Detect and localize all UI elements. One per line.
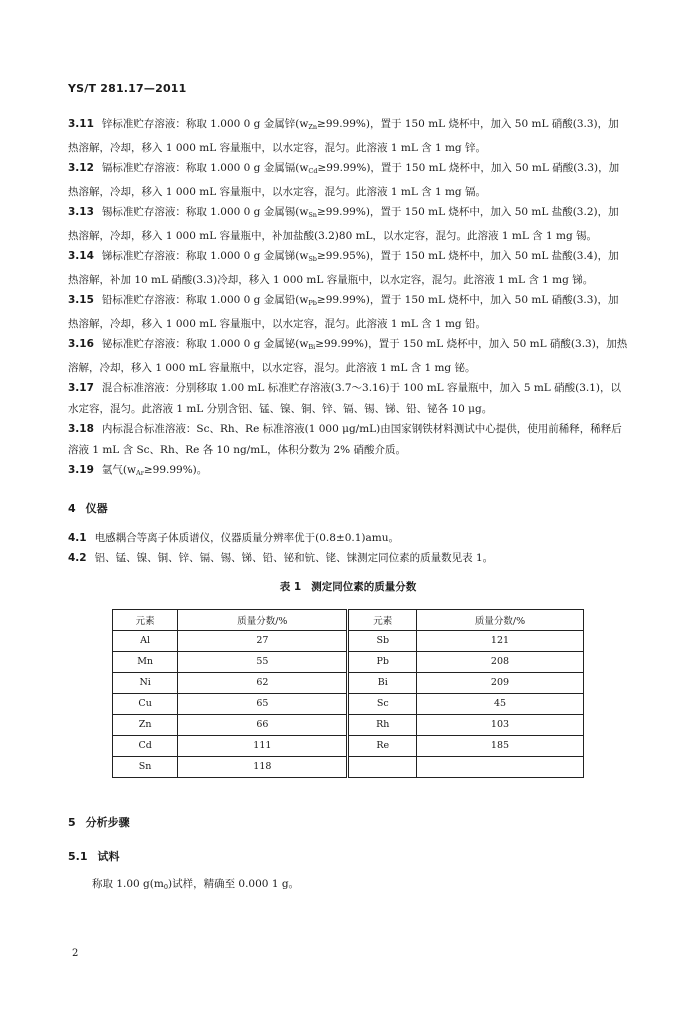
mass-cell: 103 bbox=[416, 714, 583, 735]
clause-text: 铅标准贮存溶液：称取 1.000 0 g 金属铅$(w_{Pb}\ge 99.99\%)$，置于 150 mL 烧杯中，加入 50 mL 硝酸(3.3)，加热溶解，冷却，移入 1 000 mL 容量瓶中，以水定容，混匀。此溶液 1 mL 含 1 mg 铅。 bbox=[68, 294, 619, 330]
table-row bbox=[113, 735, 584, 756]
element-cell: Mn bbox=[113, 651, 178, 672]
standard-code: YS/T 281.17—2011 bbox=[68, 82, 187, 95]
mass-cell: 45 bbox=[416, 693, 583, 714]
table-header-row bbox=[113, 609, 584, 630]
element-cell: Cd bbox=[113, 735, 178, 756]
section-4-title: 仪器 bbox=[85, 501, 108, 515]
element-cell: Bi bbox=[348, 672, 417, 693]
table-1-number: 表 1 bbox=[279, 580, 302, 593]
section-5-1-number: 5.1 bbox=[68, 849, 88, 863]
sample-weighing-text: 称取 1.00 $g(m_0)$试样，精确至 0.000 1 g。 bbox=[92, 877, 300, 891]
table-row bbox=[113, 756, 584, 777]
table-row bbox=[113, 672, 584, 693]
clause-number: 3.15 bbox=[68, 294, 94, 306]
clause-text: 铝、锰、镍、铜、锌、镉、锡、锑、铅、铋和钪、铑、铼测定同位素的质量数见表 1。 bbox=[94, 552, 494, 564]
clause-3-18 bbox=[68, 419, 628, 460]
mass-cell: 209 bbox=[416, 672, 583, 693]
mass-cell: 208 bbox=[416, 651, 583, 672]
mass-cell: 185 bbox=[416, 735, 583, 756]
clause-number: 3.18 bbox=[68, 423, 94, 435]
clause-number: 3.16 bbox=[68, 338, 94, 350]
clause-text: 锌标准贮存溶液：称取 1.000 0 g 金属锌$(w_{Zn}\ge 99.99\%)$，置于 150 mL 烧杯中，加入 50 mL 硝酸(3.3)，加热溶解，冷却，移入 1 000 mL 容量瓶中，以水定容，混匀。此溶液 1 mL 含 1 mg 锌。 bbox=[68, 118, 619, 154]
element-cell: Al bbox=[113, 630, 178, 651]
section-4-number: 4 bbox=[68, 501, 76, 515]
section-3-items bbox=[68, 114, 628, 484]
mass-cell: 66 bbox=[178, 714, 348, 735]
section-5-heading bbox=[68, 814, 628, 830]
header-element-right: 元素 bbox=[348, 609, 417, 630]
section-5-1-heading bbox=[68, 848, 628, 864]
section-5-1-title: 试料 bbox=[97, 849, 120, 863]
isotope-mass-table bbox=[112, 609, 584, 778]
clause-text: 铋标准贮存溶液：称取 1.000 0 g 金属铋$(w_{Bi}\ge 99.99\%)$，置于 150 mL 烧杯中，加入 50 mL 硝酸(3.3)，加热溶解，冷却，移入 1 000 mL 容量瓶中，以水定容，混匀。此溶液 1 mL 含 1 mg 铋。 bbox=[68, 338, 628, 374]
clause-3-11 bbox=[68, 114, 628, 158]
clause-3-15 bbox=[68, 290, 628, 334]
clause-number: 3.12 bbox=[68, 162, 94, 174]
header-mass-right: 质量分数/% bbox=[416, 609, 583, 630]
clause-number: 3.13 bbox=[68, 206, 94, 218]
clause-3-12 bbox=[68, 158, 628, 202]
clause-text: 电感耦合等离子体质谱仪，仪器质量分辨率优于(0.8±0.1)amu。 bbox=[94, 531, 399, 544]
clause-text: 混合标准溶液：分别移取 1.00 mL 标准贮存溶液(3.7～3.16)于 100 mL 容量瓶中，加入 5 mL 硝酸(3.1)，以水定容，混匀。此溶液 1 mL 分别含铝、锰、镍、铜、锌、镉、锡、锑、铅、铋各 10 μg。 bbox=[68, 382, 622, 415]
element-cell: Ni bbox=[113, 672, 178, 693]
mass-cell: 62 bbox=[178, 672, 348, 693]
clause-text: 锑标准贮存溶液：称取 1.000 0 g 金属锑$(w_{Sb}\ge 99.95\%)$，置于 150 mL 烧杯中，加入 50 mL 盐酸(3.4)，加热溶解，补加 10 mL 硝酸(3.3)冷却，移入 1 000 mL 容量瓶中，以水定容，混匀。此溶液 1 mL 含 1 mg 锑。 bbox=[68, 250, 619, 286]
element-cell: Cu bbox=[113, 693, 178, 714]
mass-cell: 118 bbox=[178, 756, 348, 777]
mass-cell bbox=[416, 756, 583, 777]
element-cell: Pb bbox=[348, 651, 417, 672]
page-number: 2 bbox=[72, 948, 79, 959]
section-4-heading bbox=[68, 500, 628, 516]
clause-number: 3.14 bbox=[68, 250, 94, 262]
clause-4-1 bbox=[68, 528, 628, 549]
section-5-number: 5 bbox=[68, 815, 76, 829]
clause-number: 3.11 bbox=[68, 118, 94, 130]
mass-cell: 65 bbox=[178, 693, 348, 714]
table-1-title: 测定同位素的质量分数 bbox=[311, 580, 417, 593]
clause-text: 内标混合标准溶液：Sc、Rh、Re 标准溶液(1 000 μg/mL)由国家钢铁材料测试中心提供，使用前稀释，稀释后溶液 1 mL 含 Sc、Rh、Re 各 10 ng/mL，体积分数为 2% 硝酸介质。 bbox=[68, 423, 622, 456]
clause-3-16 bbox=[68, 334, 628, 378]
clause-text: 氩气$(w_{Ar}\ge 99.99\%)$。 bbox=[101, 464, 208, 477]
clause-number: 3.17 bbox=[68, 382, 94, 394]
element-cell: Sn bbox=[113, 756, 178, 777]
table-1-caption bbox=[68, 579, 628, 594]
clause-3-13 bbox=[68, 202, 628, 246]
element-cell: Re bbox=[348, 735, 417, 756]
mass-cell: 27 bbox=[178, 630, 348, 651]
clause-3-14 bbox=[68, 246, 628, 290]
table-row bbox=[113, 693, 584, 714]
section-5-title: 分析步骤 bbox=[85, 815, 130, 829]
clause-text: 锡标准贮存溶液：称取 1.000 0 g 金属锡$(w_{Sn}\ge 99.99\%)$，置于 150 mL 烧杯中，加入 50 mL 盐酸(3.2)，加热溶解，冷却，移入 1 000 mL 容量瓶中，补加盐酸(3.2)80 mL，以水定容，混匀。此溶液 1 mL 含 1 mg 锡。 bbox=[68, 206, 619, 242]
header-mass-left: 质量分数/% bbox=[178, 609, 348, 630]
section-4-items bbox=[68, 528, 628, 569]
mass-cell: 111 bbox=[178, 735, 348, 756]
mass-cell: 121 bbox=[416, 630, 583, 651]
header-element-left: 元素 bbox=[113, 609, 178, 630]
element-cell: Sc bbox=[348, 693, 417, 714]
mass-cell: 55 bbox=[178, 651, 348, 672]
element-cell: Zn bbox=[113, 714, 178, 735]
element-cell bbox=[348, 756, 417, 777]
element-cell: Rh bbox=[348, 714, 417, 735]
clause-3-19 bbox=[68, 460, 628, 484]
document-body bbox=[68, 114, 628, 897]
clause-number: 4.1 bbox=[68, 531, 87, 544]
table-row bbox=[113, 714, 584, 735]
element-cell: Sb bbox=[348, 630, 417, 651]
clause-text: 镉标准贮存溶液：称取 1.000 0 g 金属镉$(w_{Cd}\ge 99.99\%)$，置于 150 mL 烧杯中，加入 50 mL 硝酸(3.3)，加热溶解，冷却，移入 1 000 mL 容量瓶中，以水定容，混匀。此溶液 1 mL 含 1 mg 镉。 bbox=[68, 162, 620, 198]
clause-4-2 bbox=[68, 548, 628, 569]
clause-number: 3.19 bbox=[68, 464, 94, 476]
clause-number: 4.2 bbox=[68, 552, 87, 564]
table-row bbox=[113, 651, 584, 672]
table-row bbox=[113, 630, 584, 651]
clause-3-17 bbox=[68, 378, 628, 419]
